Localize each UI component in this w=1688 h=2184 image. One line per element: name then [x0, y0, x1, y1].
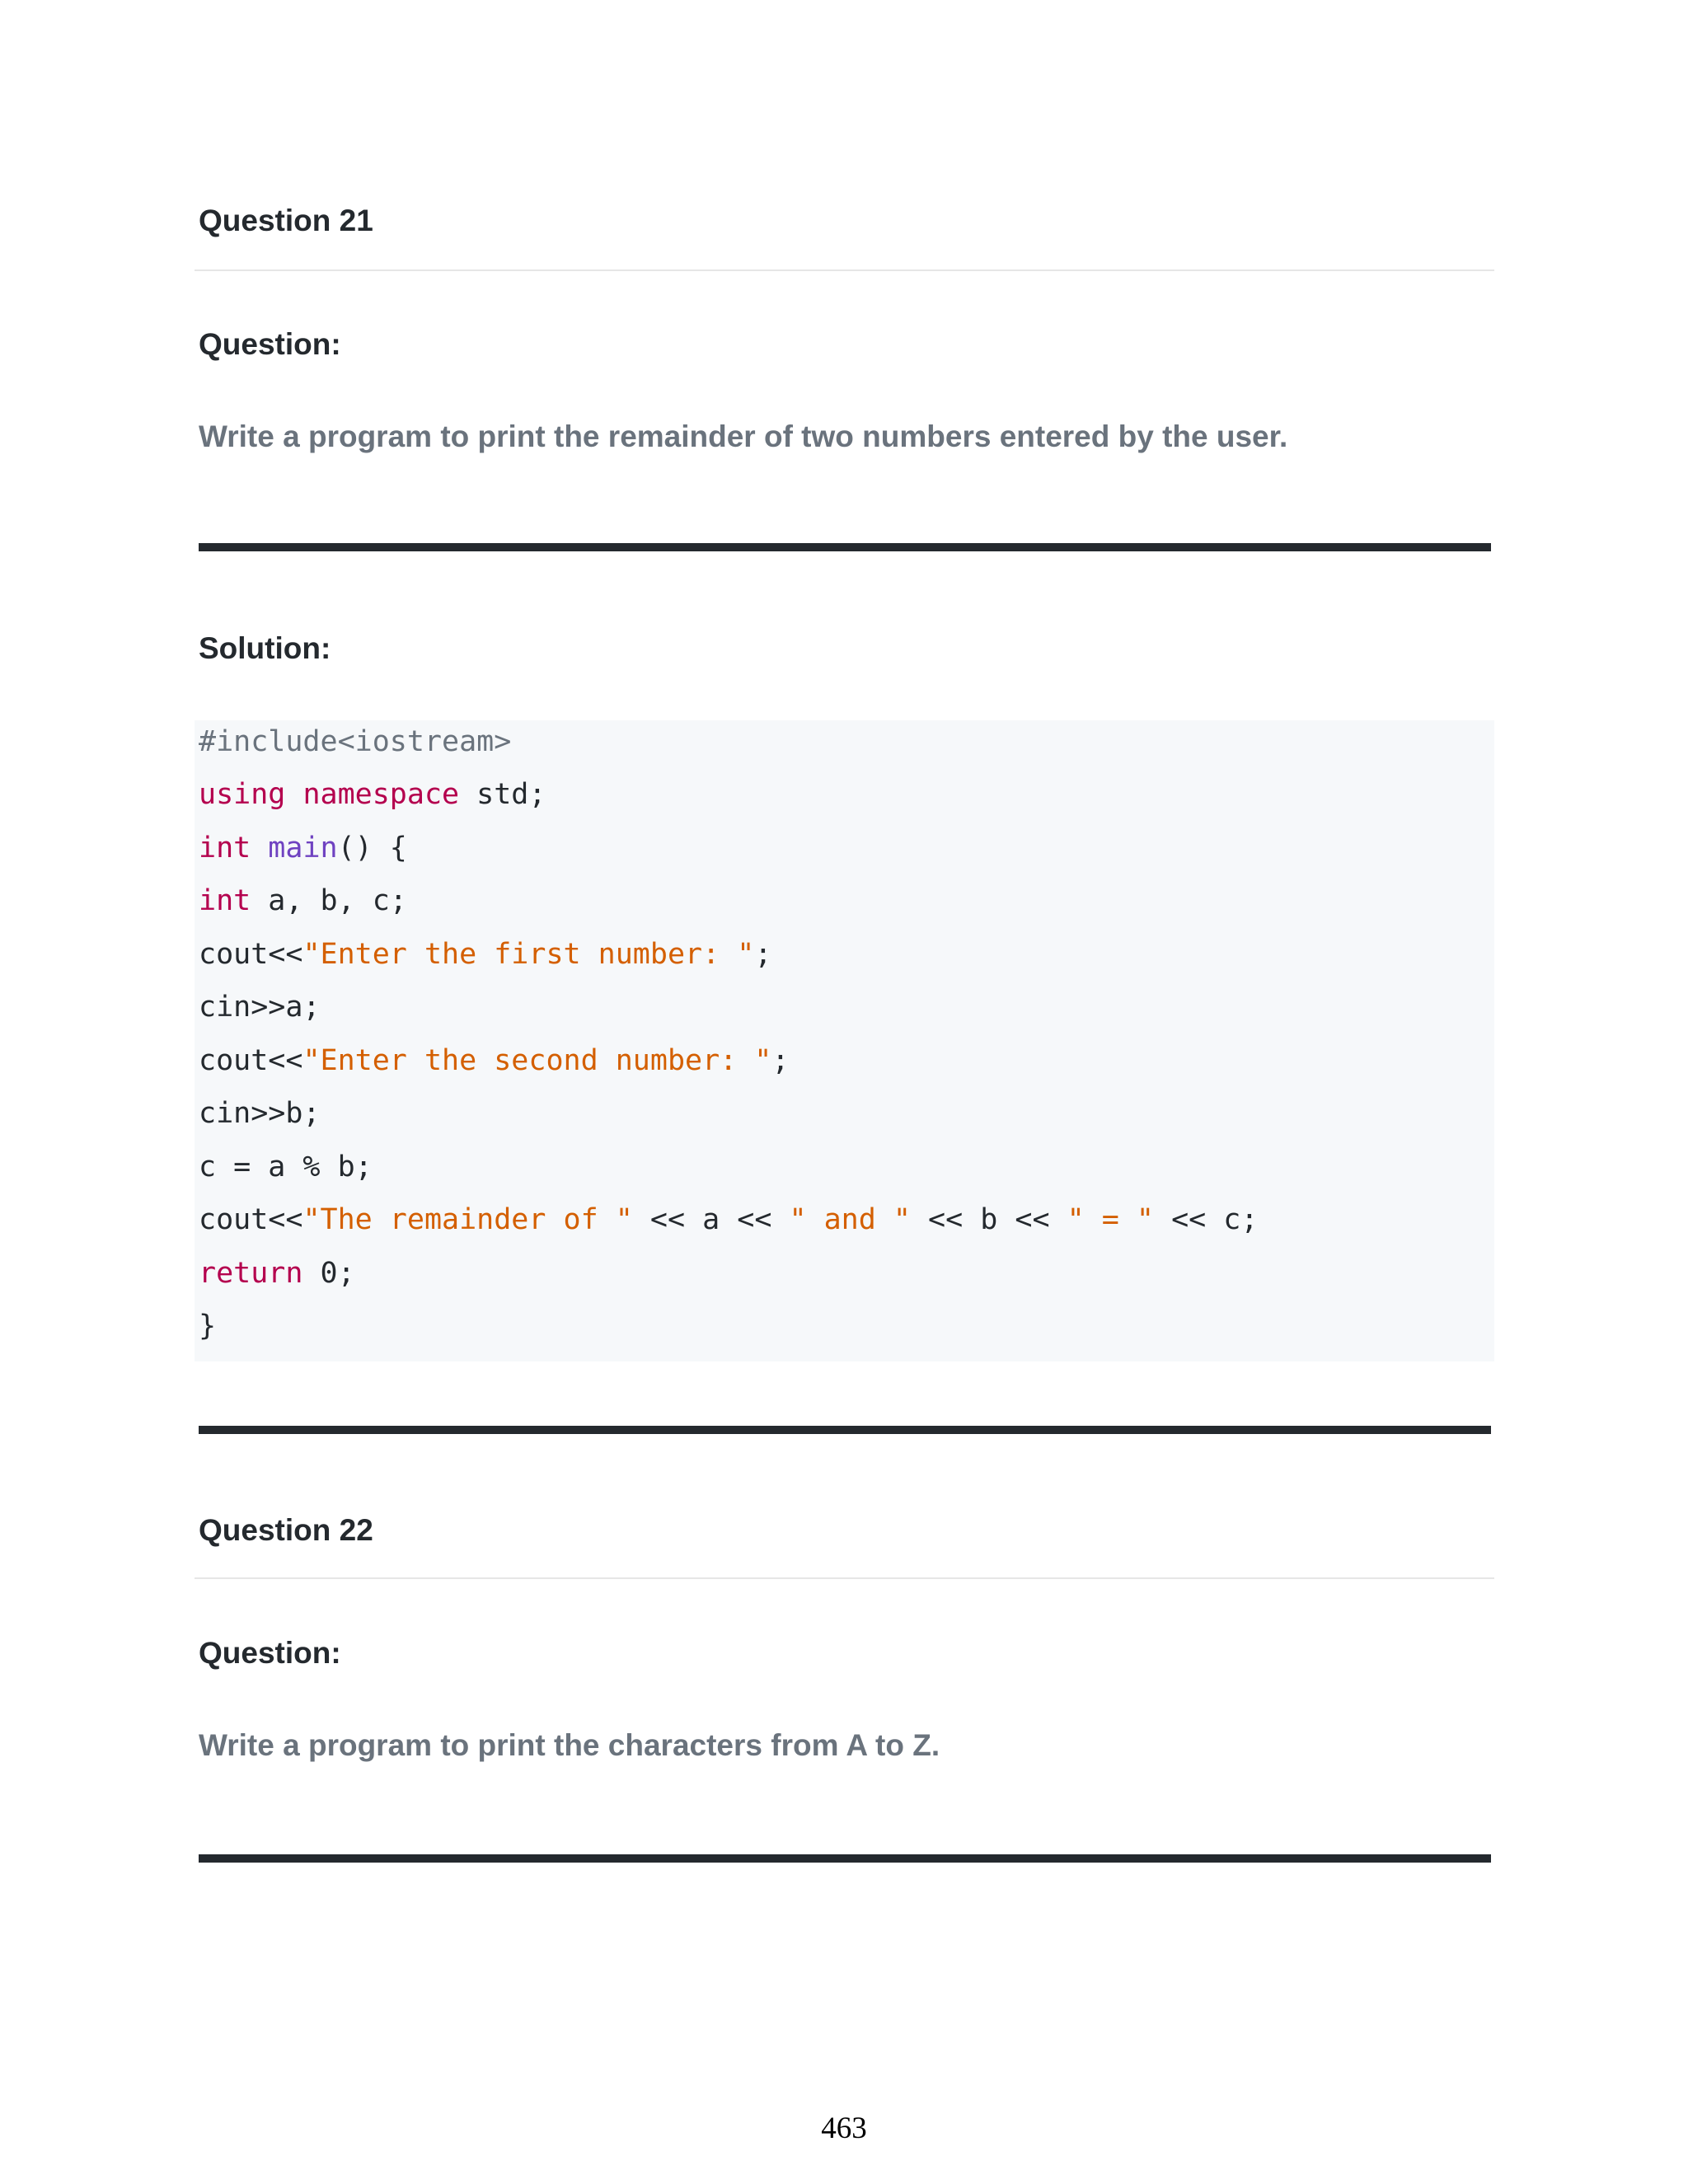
- code-keyword: return: [199, 1257, 303, 1290]
- code-keyword: int: [199, 884, 251, 917]
- page-number: 463: [821, 2111, 867, 2145]
- code-keyword: namespace: [302, 778, 460, 811]
- code-text: () {: [337, 832, 407, 865]
- code-text: cout<<: [199, 1203, 303, 1236]
- code-text: cout<<: [199, 938, 303, 971]
- code-line-1: [199, 725, 512, 758]
- section-divider: [199, 1426, 1491, 1434]
- code-text: ;: [754, 938, 772, 971]
- code-line-6: [199, 993, 321, 1022]
- code-keyword: using: [199, 778, 286, 811]
- code-function: main: [268, 832, 338, 865]
- code-line-9: [199, 1153, 373, 1182]
- question-label: Question:: [199, 1636, 341, 1670]
- code-string: " and ": [789, 1203, 911, 1236]
- code-text: << c;: [1154, 1203, 1259, 1236]
- question-21-text: Write a program to print the remainder of two numbers entered by the user.: [199, 419, 1288, 453]
- code-text: c = a % b;: [199, 1151, 373, 1183]
- code-line-3: [199, 834, 407, 863]
- section-divider: [199, 1854, 1491, 1863]
- heading-divider: [195, 1577, 1494, 1579]
- question-22-heading: Question 22: [199, 1513, 373, 1547]
- code-line-11: [199, 1259, 355, 1288]
- code-string: "Enter the second number: ": [302, 1044, 772, 1077]
- code-line-10: [199, 1203, 1259, 1236]
- code-line-2: [199, 780, 546, 809]
- section-divider: [199, 543, 1491, 551]
- code-preprocessor: #include<iostream>: [199, 725, 512, 758]
- solution-label: Solution:: [199, 631, 331, 665]
- code-string: "The remainder of ": [302, 1203, 633, 1236]
- code-string: " = ": [1067, 1203, 1154, 1236]
- code-text: << b <<: [910, 1203, 1067, 1236]
- code-text: }: [199, 1310, 217, 1343]
- code-line-4: [199, 884, 407, 917]
- code-line-8: [199, 1099, 321, 1128]
- code-text: std;: [459, 778, 546, 811]
- code-line-7: [199, 1044, 790, 1077]
- code-text: << a <<: [632, 1203, 790, 1236]
- heading-divider: [195, 269, 1494, 271]
- code-text: 0;: [302, 1257, 355, 1290]
- code-text: cin>>a;: [199, 991, 321, 1024]
- question-21-heading: Question 21: [199, 204, 373, 237]
- code-text: cout<<: [199, 1044, 303, 1077]
- code-keyword: int: [199, 832, 251, 865]
- code-text: a, b, c;: [251, 884, 407, 917]
- code-text: ;: [771, 1044, 790, 1077]
- code-line-5: [199, 940, 771, 969]
- code-text: cin>>b;: [199, 1097, 321, 1130]
- code-line-12: [199, 1312, 216, 1341]
- code-string: "Enter the first number: ": [302, 938, 755, 971]
- question-22-text: Write a program to print the characters from A to Z.: [199, 1728, 940, 1762]
- question-label: Question:: [199, 327, 341, 361]
- code-block: [195, 720, 1494, 1361]
